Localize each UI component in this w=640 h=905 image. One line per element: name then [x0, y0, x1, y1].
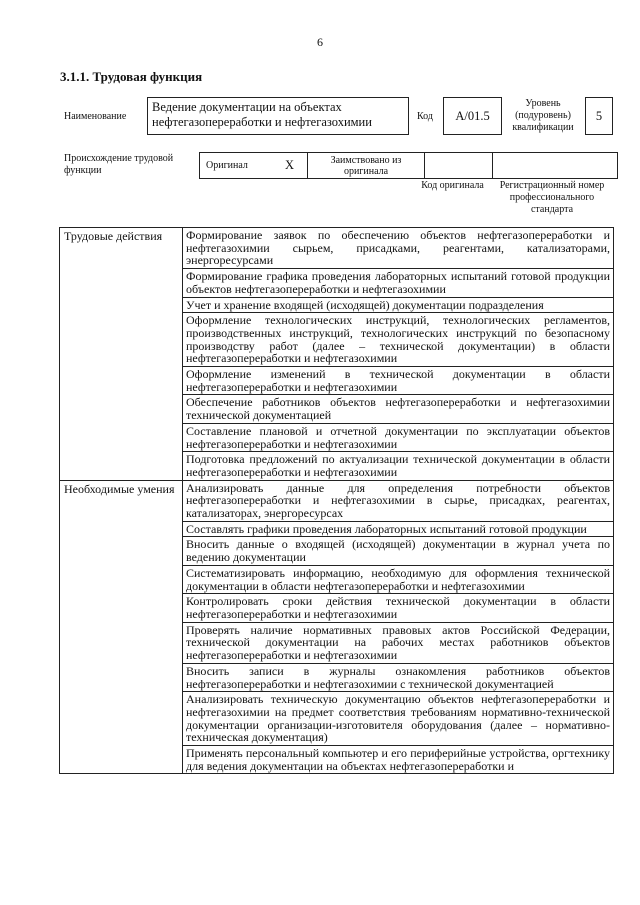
list-item: Обеспечение работников объектов нефтегазопереработки и нефтегазохимии технической документацией: [183, 395, 614, 423]
list-item: Формирование графика проведения лабораторных испытаний готовой продукции объектов нефтегазопереработки и нефтегазохимии: [183, 269, 614, 297]
list-item: Проверять наличие нормативных правовых актов Российской Федерации, технической документации на рабочих местах работников объектов нефтегазопереработки и нефтегазохимии: [183, 622, 614, 663]
page-number: 6: [317, 35, 323, 49]
list-item: Составление плановой и отчетной документации по эксплуатации объектов нефтегазопереработки и нефтегазохимии: [183, 423, 614, 451]
table-row: [60, 228, 614, 269]
origin-code-caption: Код оригинала: [421, 180, 484, 191]
origin-code-cell: [425, 153, 493, 179]
section-label-actions: Трудовые действия: [60, 228, 183, 481]
list-item: Вносить записи в журналы ознакомления работников объектов нефтегазопереработки и нефтегазохимии с технической документацией: [183, 663, 614, 691]
list-item: Вносить данные о входящей (исходящей) документации в журнал учета по ведению документации: [183, 537, 614, 565]
list-item: Учет и хранение входящей (исходящей) документации подразделения: [183, 297, 614, 313]
list-item: Подготовка предложений по актуализации технической документации в области нефтегазопереработки и нефтегазохимии: [183, 452, 614, 480]
origin-mark: Х: [272, 153, 308, 179]
list-item: Оформление изменений в технической документации в области нефтегазопереработки и нефтегазохимии: [183, 367, 614, 395]
section-heading: 3.1.1. Трудовая функция: [60, 69, 203, 84]
code-value-box: А/01.5: [443, 97, 502, 135]
origin-borrowed-label: Заимствовано из оригинала: [308, 153, 425, 179]
origin-original-label: Оригинал: [200, 153, 273, 179]
list-item: Составлять графики проведения лабораторных испытаний готовой продукции: [183, 521, 614, 537]
function-table: [59, 227, 614, 774]
code-label: Код: [417, 111, 433, 122]
origin-label: Происхождение трудовой функции: [64, 153, 174, 176]
list-item: Применять персональный компьютер и его периферийные устройства, оргтехнику для ведения документации на объектах нефтегазопереработки и: [183, 746, 614, 774]
list-item: Анализировать данные для определения потребности объектов нефтегазопереработки и нефтегазохимии в сырье, присадках, реагентах, катализаторах, энергоресурсах: [183, 480, 614, 521]
list-item: Систематизировать информацию, необходимую для оформления технической документации в области нефтегазопереработки и нефтегазохимии: [183, 565, 614, 593]
section-label-skills: Необходимые умения: [60, 480, 183, 774]
origin-reg-cell: [493, 153, 618, 179]
origin-reg-caption: Регистрационный номер профессионального стандарта: [499, 180, 605, 215]
level-label: Уровень (подуровень) квалификации: [512, 98, 574, 133]
list-item: Оформление технологических инструкций, технологических регламентов, производственных инструкций, технологических инструкций по безопасному производству работ (далее – технической документации) в области нефтегазопереработки и нефтегазохимии: [183, 313, 614, 367]
list-item: Контролировать сроки действия технической документации в области нефтегазопереработки и нефтегазохимии: [183, 594, 614, 622]
name-value-box: Ведение документации на объектах нефтегазопереработки и нефтегазохимии: [147, 97, 409, 135]
origin-table: [199, 152, 618, 179]
list-item: Анализировать техническую документацию объектов нефтегазопереработки и нефтегазохимии на предмет соответствия требованиям нормативно-технической документации организации-изготовителя оборудования (далее – нормативно-техническая документация): [183, 692, 614, 746]
table-row: [60, 480, 614, 521]
name-label: Наименование: [64, 111, 127, 122]
level-value-box: 5: [585, 97, 613, 135]
list-item: Формирование заявок по обеспечению объектов нефтегазопереработки и нефтегазохимии сырьем, присадками, реагентами, катализаторами, энергоресурсами: [183, 228, 614, 269]
